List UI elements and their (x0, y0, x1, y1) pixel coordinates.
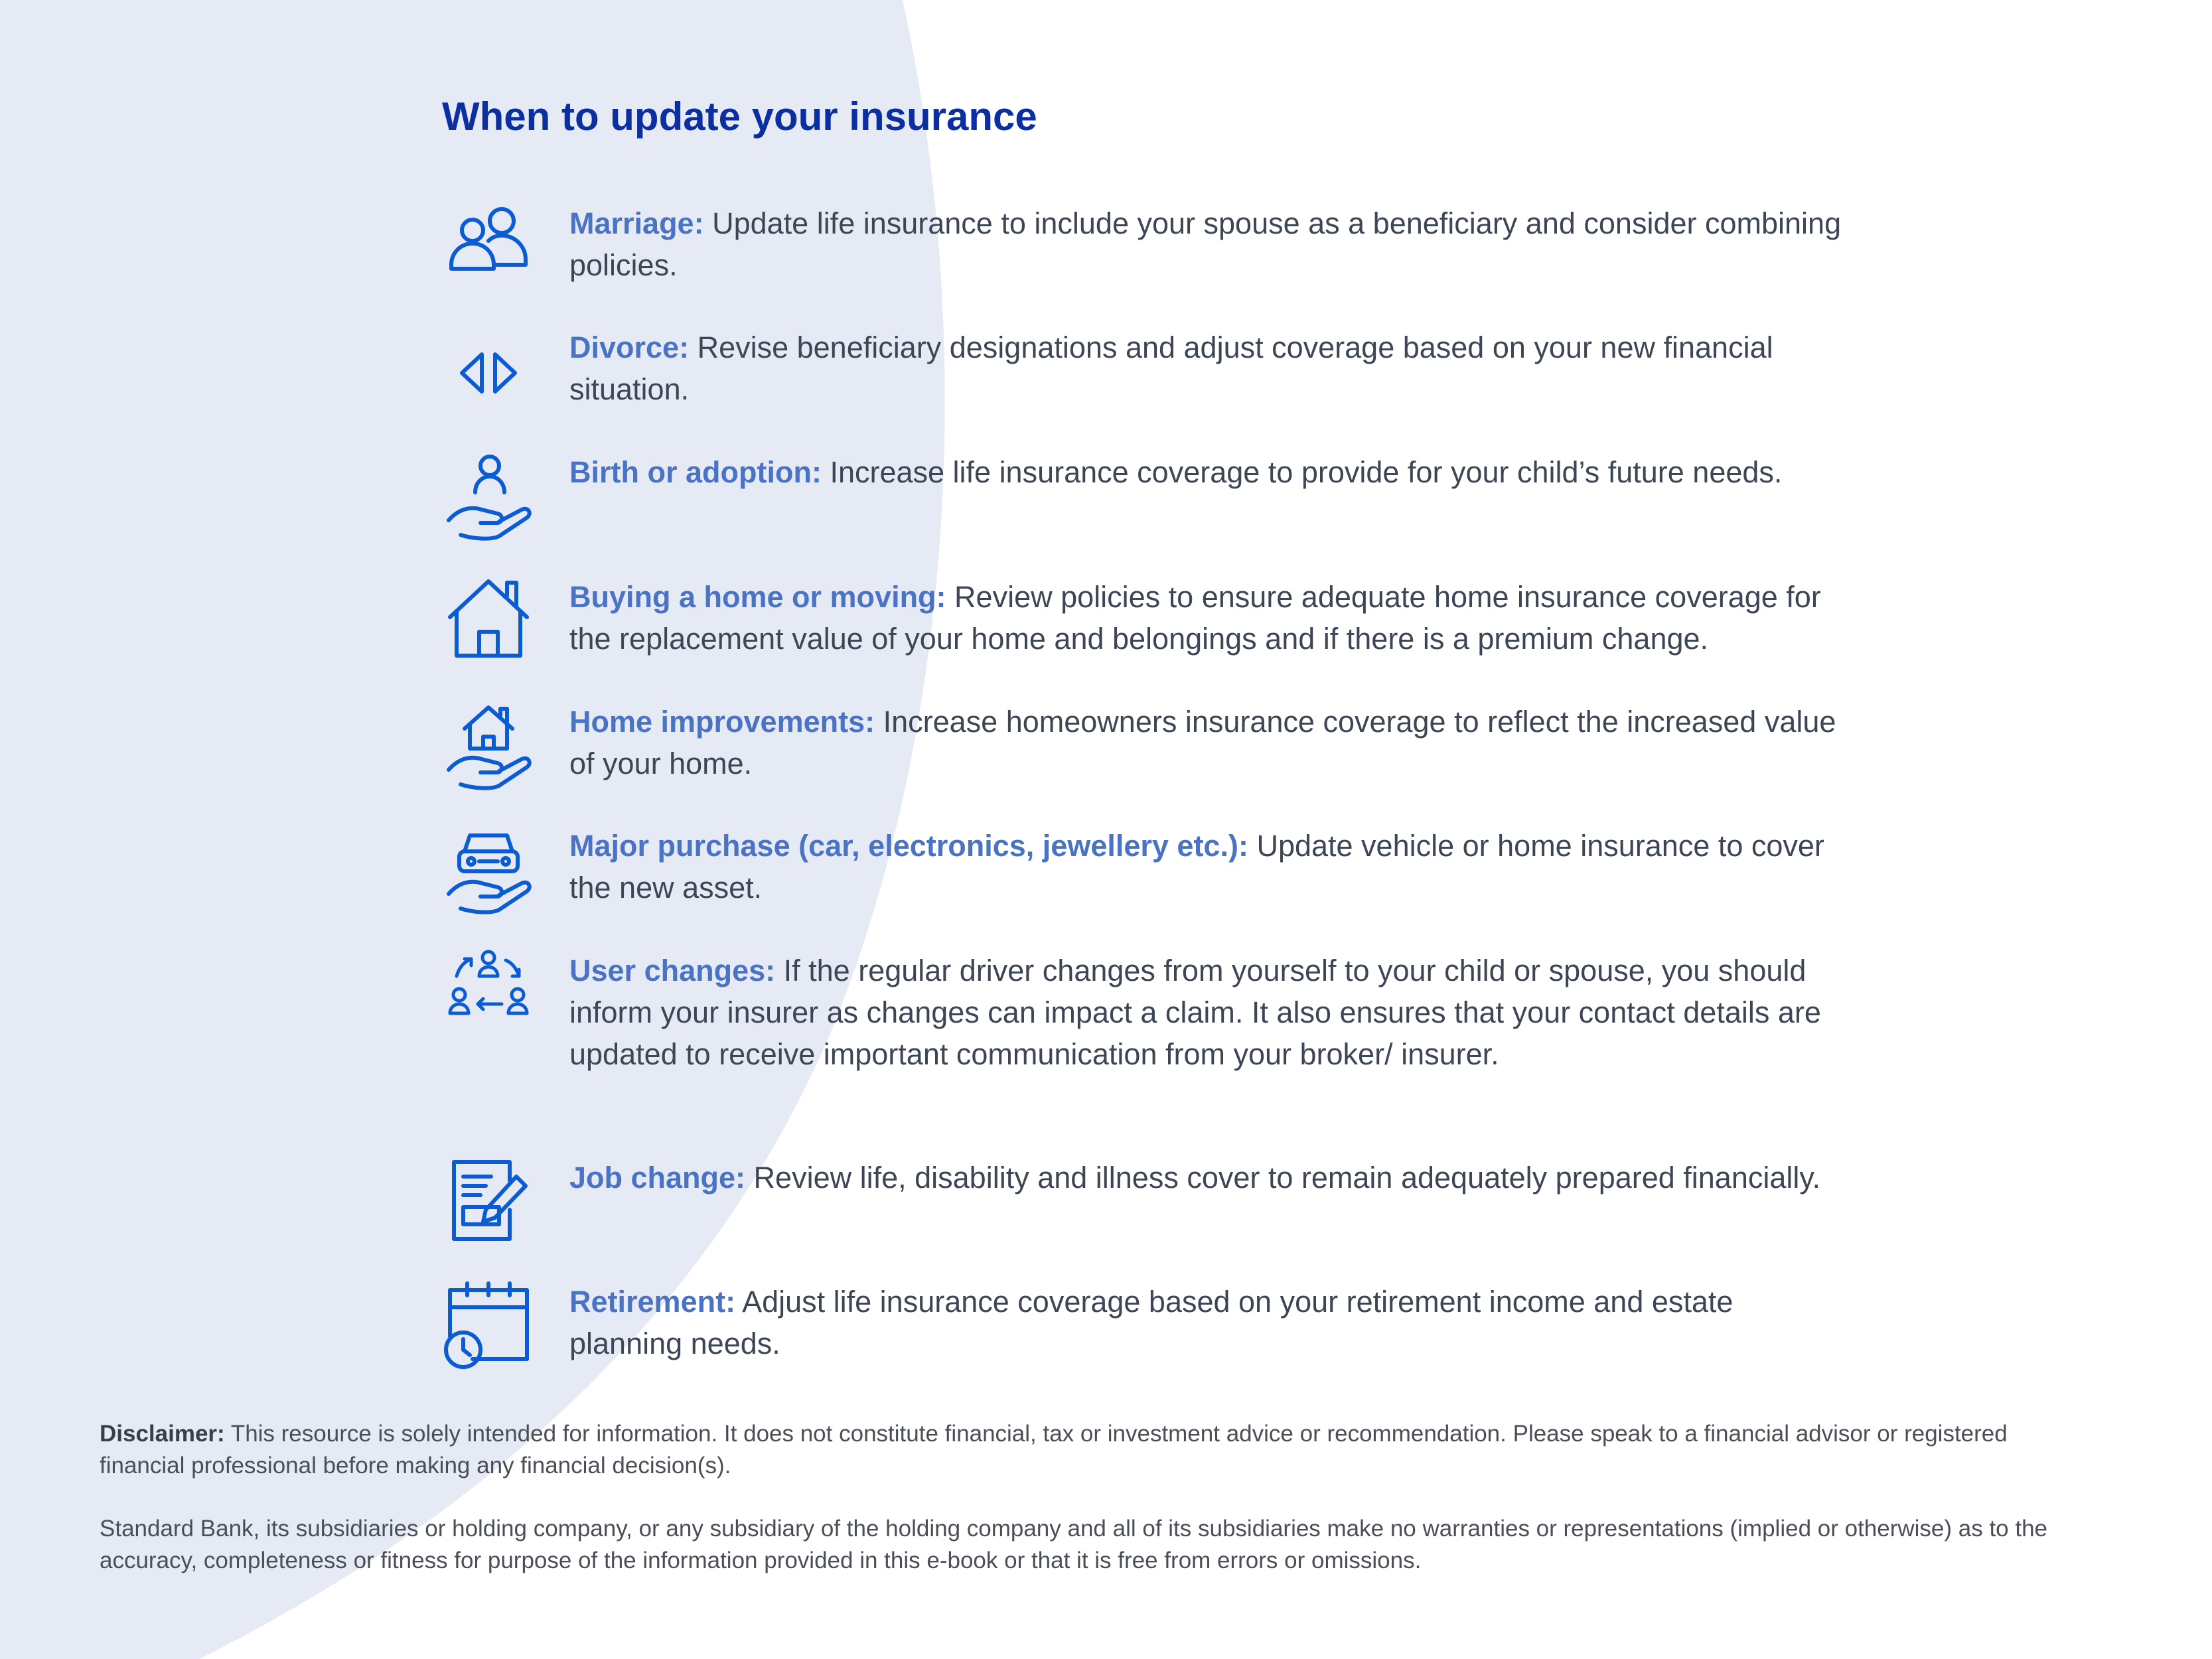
item-label: Divorce: (569, 330, 690, 364)
item-label: Job change: (569, 1161, 746, 1194)
item-label: User changes: (569, 954, 776, 987)
item-label: Marriage: (569, 206, 704, 240)
item-text (569, 451, 1850, 493)
hand-car-icon (442, 825, 535, 918)
item-text (569, 825, 1850, 908)
item-description: Update life insurance to include your spouse as a beneficiary and consider combining policies. (569, 206, 1842, 282)
document-edit-icon (442, 1157, 535, 1250)
item-description: Increase homeowners insurance coverage to reflect the increased value of your home. (569, 705, 1836, 780)
split-arrows-icon (442, 326, 535, 419)
item-text (569, 576, 1850, 660)
item-label: Retirement: (569, 1285, 736, 1319)
disclaimer-warranty-paragraph: Standard Bank, its subsidiaries or holding company, or any subsidiary of the holding company and all of its subsidiaries make no warranties or representations (implied or otherwise) as to the accuracy, completeness or fitness for purpose of the information provided in this e-book or that it is free from errors or omissions. (100, 1516, 2048, 1573)
house-icon (442, 576, 535, 669)
item-text (569, 950, 1850, 1075)
item-label: Birth or adoption: (569, 455, 822, 489)
item-description: Revise beneficiary designations and adjust coverage based on your new financial situation. (569, 330, 1773, 406)
disclaimer-paragraph (100, 1418, 2077, 1482)
item-text (569, 202, 1850, 286)
item-label: Home improvements: (569, 705, 875, 739)
item-description: Adjust life insurance coverage based on your retirement income and estate planning needs. (569, 1285, 1733, 1360)
item-text (569, 1157, 1850, 1198)
item-text (569, 1281, 1850, 1364)
item-description: Update vehicle or home insurance to cover the new asset. (569, 829, 1824, 904)
item-label: Major purchase (car, electronics, jewellery etc.): (569, 829, 1248, 863)
couple-icon (442, 202, 535, 295)
disclaimer-label: Disclaimer: (100, 1421, 225, 1447)
disclaimer-text: This resource is solely intended for information. It does not constitute financial, tax or investment advice or recommendation. Please speak to a financial advisor or registered financial professional before making any financial decision(s). (100, 1421, 2008, 1479)
page-title: When to update your insurance (442, 94, 1037, 139)
item-description: Review life, disability and illness cover to remain adequately prepared financially. (745, 1161, 1821, 1194)
user-exchange-icon (442, 950, 535, 1043)
item-description: Review policies to ensure adequate home insurance coverage for the replacement value of your home and belongings and if there is a premium change. (569, 580, 1821, 656)
hand-house-icon (442, 701, 535, 794)
calendar-clock-icon (442, 1281, 535, 1374)
item-text (569, 326, 1850, 410)
hand-person-icon (442, 451, 535, 544)
item-label: Buying a home or moving: (569, 580, 946, 614)
item-description: If the regular driver changes from yourself to your child or spouse, you should inform your insurer as changes can impact a claim. It also ensures that your contact details are updated to receive important communication from your broker/ insurer. (569, 954, 1821, 1071)
item-description: Increase life insurance coverage to provide for your child’s future needs. (821, 455, 1783, 489)
item-text (569, 701, 1850, 784)
